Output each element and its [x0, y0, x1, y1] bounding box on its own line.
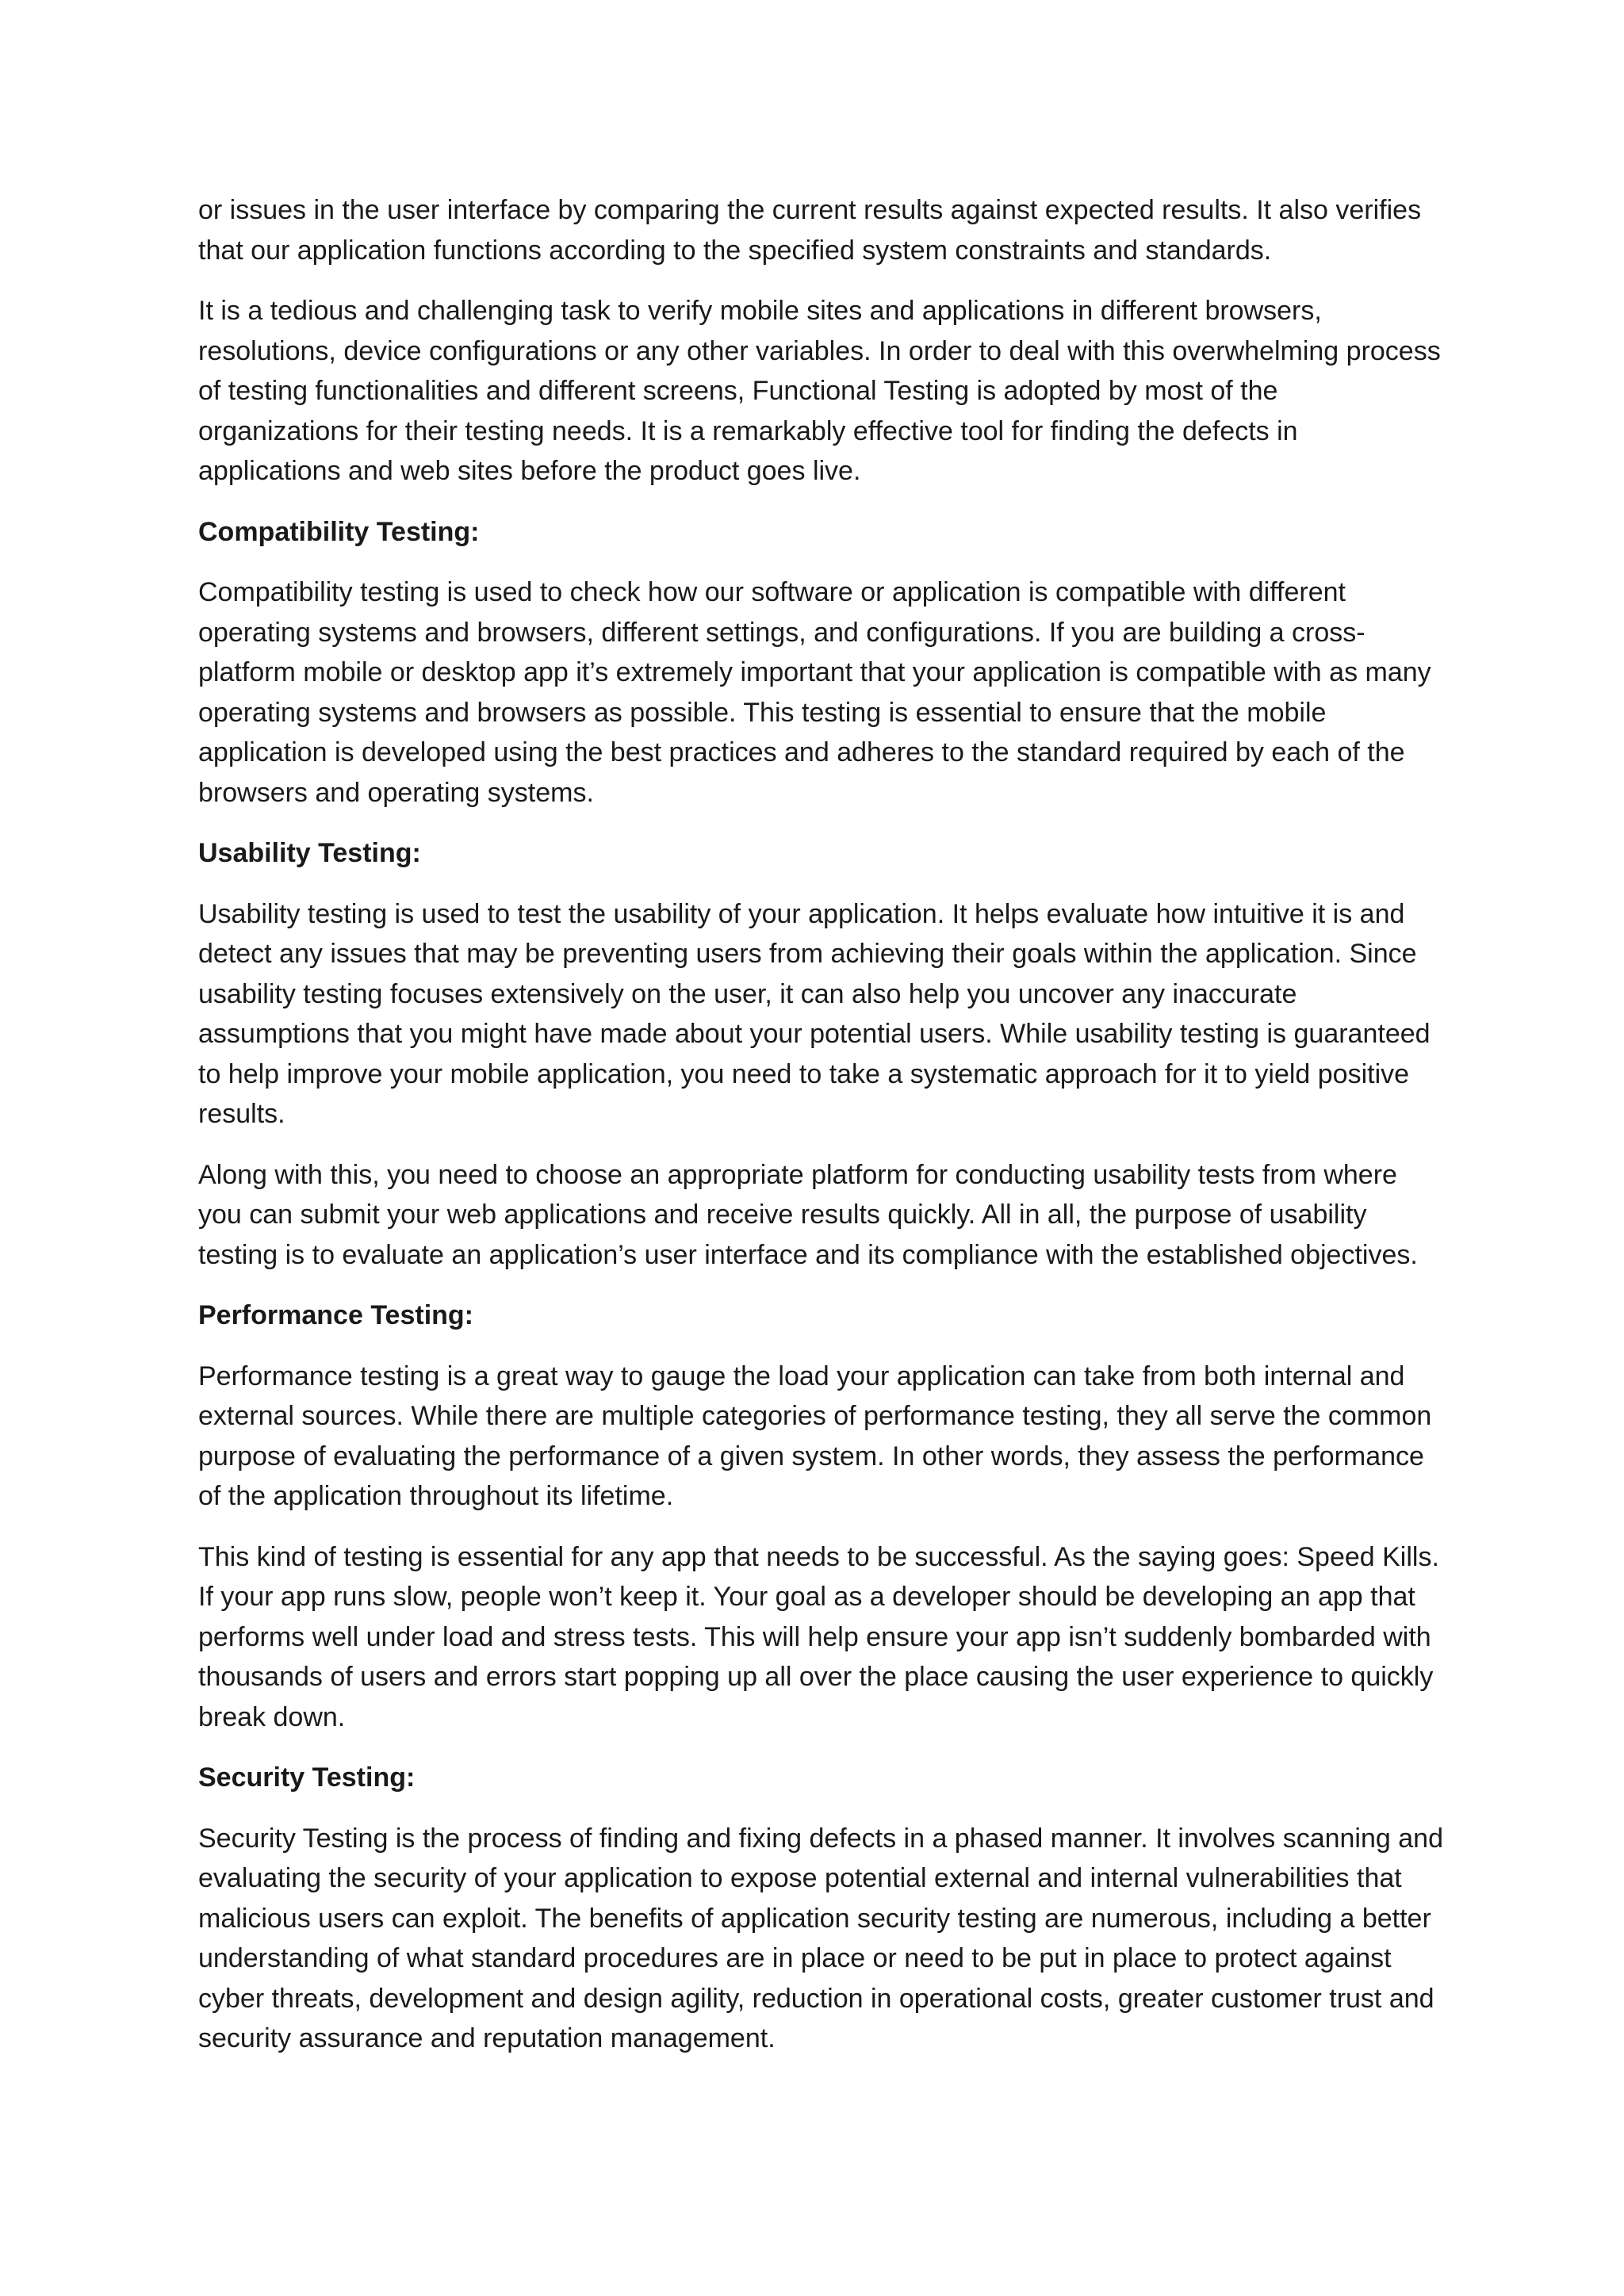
security-testing-paragraph: Security Testing is the process of finding and fixing defects in a phased manner. It involves scanning and evaluating the security of your application to expose potential external and internal vulnerabilities that malicious users can exploit. The benefits of application security testing are numerous, including a better understanding of what standard procedures are in place or need to be put in place to protect against cyber threats, development and design agility, reduction in operational costs, greater customer trust and security assurance and reputation management.	[198, 1823, 1443, 2053]
document-page	[198, 190, 1443, 2080]
performance-testing-paragraph-1: Performance testing is a great way to gauge the load your application can take from both internal and external sources. While there are multiple categories of performance testing, they all serve the common purpose of evaluating the performance of a given system. In other words, they assess the performance of the application throughout its lifetime.	[198, 1360, 1432, 1511]
compatibility-testing-paragraph: Compatibility testing is used to check how our software or application is compatible with different operating systems and browsers, different settings, and configurations. If you are building a cross-platform mobile or desktop app it’s extremely important that your application is compatible with as many operating systems and browsers as possible. This testing is essential to ensure that the mobile application is developed using the best practices and adheres to the standard required by each of the browsers and operating systems.	[198, 577, 1431, 808]
usability-testing-paragraph-2: Along with this, you need to choose an appropriate platform for conducting usability tests from where you can submit your web applications and receive results quickly. All in all, the purpose of usability testing is to evaluate an application’s user interface and its compliance with the established objectives.	[198, 1159, 1418, 1270]
performance-testing-heading: Performance Testing:	[198, 1300, 474, 1330]
intro-challenge-paragraph: It is a tedious and challenging task to verify mobile sites and applications in different browsers, resolutions, device configurations or any other variables. In order to deal with this overwhelming process of testing functionalities and different screens, Functional Testing is adopted by most of the organizations for their testing needs. It is a remarkably effective tool for finding the defects in applications and web sites before the product goes live.	[198, 296, 1441, 486]
intro-continued-paragraph: or issues in the user interface by comparing the current results against expected results. It also verifies that our application functions according to the specified system constraints and standards.	[198, 195, 1422, 266]
usability-testing-paragraph-1: Usability testing is used to test the usability of your application. It helps evaluate how intuitive it is and detect any issues that may be preventing users from achieving their goals within the application. Since usability testing focuses extensively on the user, it can also help you uncover any inaccurate assumptions that you might have made about your potential users. While usability testing is guaranteed to help improve your mobile application, you need to take a systematic approach for it to yield positive results.	[198, 898, 1431, 1129]
security-testing-heading: Security Testing:	[198, 1762, 416, 1793]
compatibility-testing-heading: Compatibility Testing:	[198, 516, 480, 547]
usability-testing-heading: Usability Testing:	[198, 838, 421, 868]
performance-testing-paragraph-2: This kind of testing is essential for any app that needs to be successful. As the saying goes: Speed Kills. If your app runs slow, people won’t keep it. Your goal as a developer should be developing an app that performs well under load and stress tests. This will help ensure your app isn’t suddenly bombarded with thousands of users and errors start popping up all over the place causing the user experience to quickly break down.	[198, 1541, 1439, 1732]
